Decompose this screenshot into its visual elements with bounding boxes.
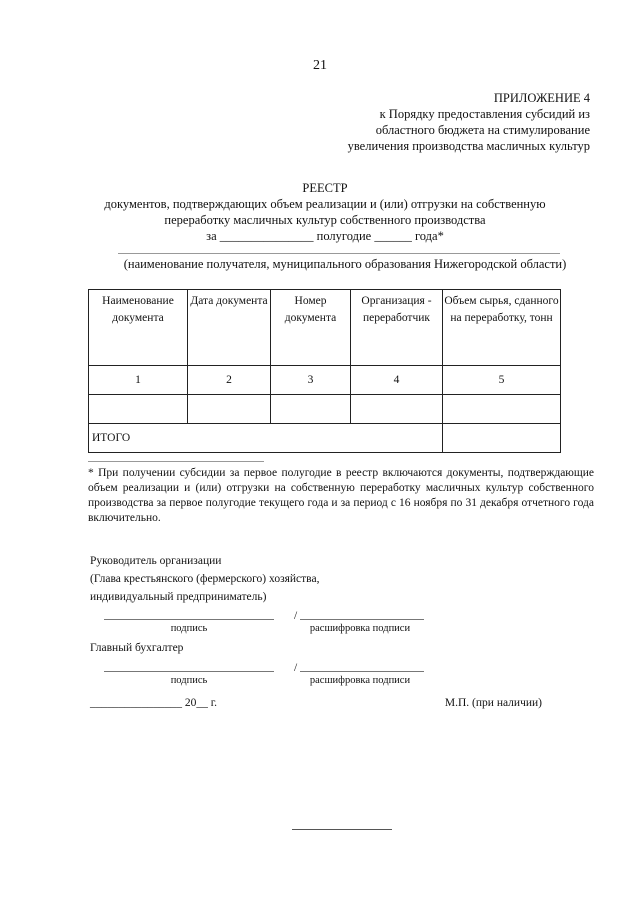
head-title-line: индивидуальный предприниматель)	[90, 591, 267, 603]
registry-header	[60, 180, 590, 244]
signers-block	[90, 552, 319, 606]
signature-label: подпись	[170, 675, 208, 686]
table-cell[interactable]	[443, 395, 561, 424]
registry-subtitle-2: переработку масличных культур собственного производства	[164, 213, 486, 227]
table-cell[interactable]	[271, 395, 351, 424]
table-cell[interactable]	[351, 395, 443, 424]
recipient-caption: (наименование получателя, муниципального образования Нижегородской области)	[123, 257, 567, 271]
appendix-block	[300, 90, 590, 154]
appendix-line: областного бюджета на стимулирование	[375, 123, 590, 137]
signature-label: подпись	[170, 623, 208, 634]
column-number: 5	[443, 366, 561, 395]
column-header: Объем сырья, сданного на переработку, тонн	[443, 290, 561, 366]
decoding-label: расшифровка подписи	[309, 675, 411, 686]
column-number: 3	[271, 366, 351, 395]
registry-period-line: за _______________ полугодие ______ года*	[206, 229, 444, 243]
accountant-signature-line[interactable]	[104, 671, 274, 672]
footnote: * При получении субсидии за первое полугодие в реестр включаются документы, подтверждающие объем реализации и (или) отгрузки на собственную переработку масличных культур собственного производства за первое полугодие текущего года и за период с 16 ноября по 31 декабря отчетного года включительно.	[88, 467, 594, 524]
column-number: 1	[89, 366, 188, 395]
decoding-label: расшифровка подписи	[309, 623, 411, 634]
column-header: Дата документа	[188, 290, 271, 366]
slash: /	[294, 610, 298, 622]
footnote-divider	[88, 461, 264, 462]
accountant-title: Главный бухгалтер	[90, 642, 184, 654]
table-header-row	[89, 290, 561, 366]
column-header: Наименование документа	[89, 290, 188, 366]
head-title-line: Руководитель организации	[90, 555, 222, 567]
total-row	[89, 424, 561, 453]
appendix-line: увеличения производства масличных культур	[347, 139, 590, 153]
column-header: Номер документа	[271, 290, 351, 366]
column-number-row	[89, 366, 561, 395]
page-number: 21	[313, 58, 327, 73]
appendix-line: к Порядку предоставления субсидий из	[379, 107, 590, 121]
head-decoding-line[interactable]	[300, 619, 424, 620]
column-header: Организация - переработчик	[351, 290, 443, 366]
registry-table	[88, 289, 561, 453]
table-row	[89, 395, 561, 424]
registry-subtitle-1: документов, подтверждающих объем реализации и (или) отгрузки на собственную	[104, 197, 546, 211]
stamp-label: М.П. (при наличии)	[444, 697, 542, 709]
head-title-line: (Глава крестьянского (фермерского) хозяйства,	[90, 573, 320, 585]
recipient-name-line	[118, 253, 560, 254]
date-line: ________________ 20__ г.	[90, 697, 218, 709]
column-number: 2	[188, 366, 271, 395]
registry-title: РЕЕСТР	[302, 181, 348, 195]
total-value-cell[interactable]	[443, 424, 561, 453]
table-cell[interactable]	[89, 395, 188, 424]
bottom-rule	[292, 829, 392, 830]
total-label: ИТОГО	[89, 424, 443, 453]
slash: /	[294, 662, 298, 674]
accountant-decoding-line[interactable]	[300, 671, 424, 672]
head-signature-line[interactable]	[104, 619, 274, 620]
appendix-title: ПРИЛОЖЕНИЕ 4	[493, 91, 590, 105]
table-cell[interactable]	[188, 395, 271, 424]
column-number: 4	[351, 366, 443, 395]
